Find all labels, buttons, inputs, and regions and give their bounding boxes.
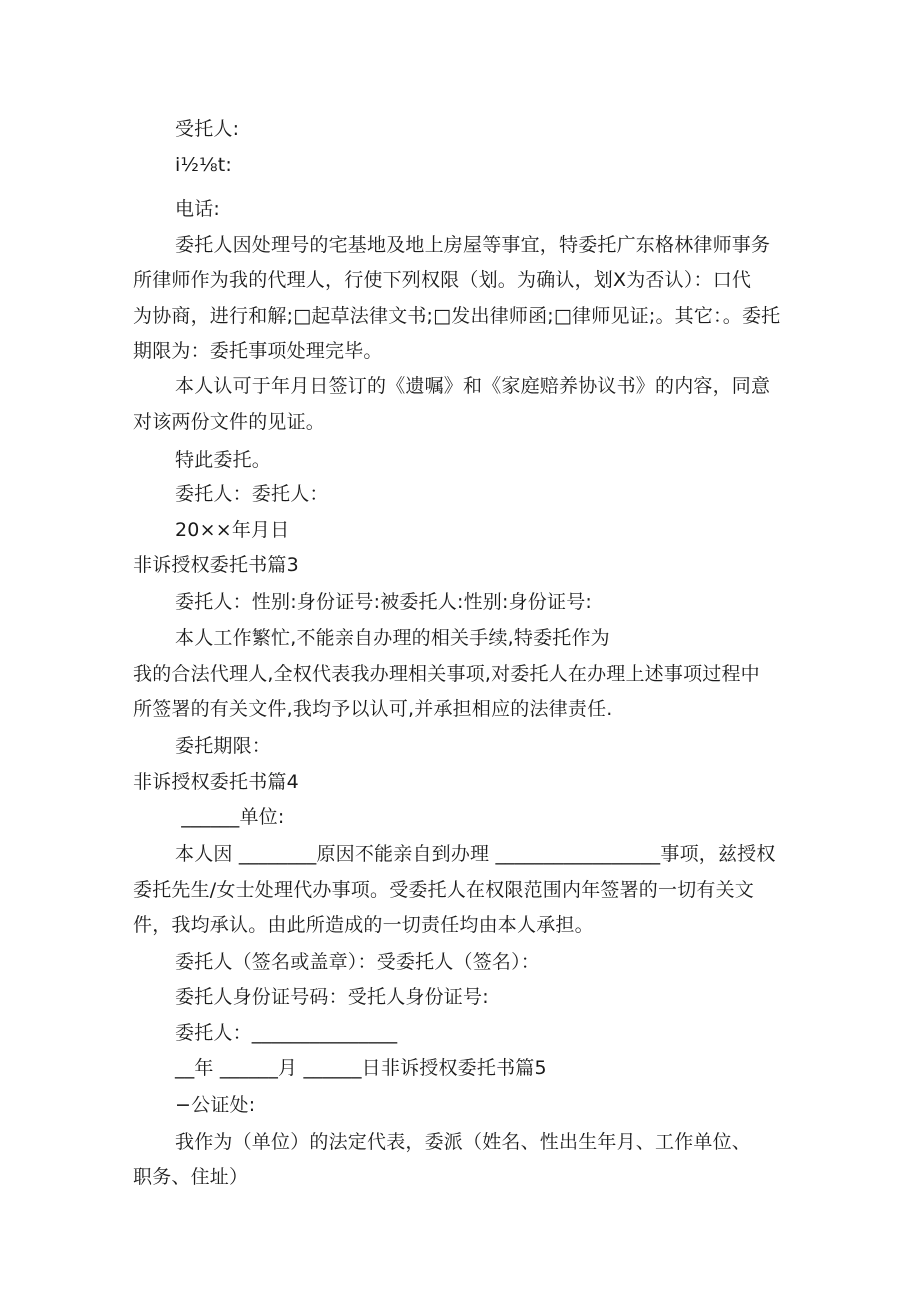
text-line: 本人工作繁忙,不能亲自办理的相关手续,特委托作为 <box>175 627 610 649</box>
text-line: −公证处: <box>175 1094 256 1116</box>
text-line: 受托人: <box>175 118 240 140</box>
text-line: 对该两份文件的见证。 <box>133 411 326 433</box>
section-heading: 非诉授权委托书篇4 <box>133 771 299 793</box>
text-line: 为协商，进行和解;□起草法律文书;□发出律师函;□律师见证;。其它：。委托 <box>133 305 781 327</box>
text-line: 本人因 ________原因不能亲自到办理 _________________事项，兹授权 <box>175 843 776 865</box>
text-line: 我作为（单位）的法定代表，委派（姓名、性出生年月、工作单位、 <box>175 1131 752 1153</box>
text-line: 职务、住址） <box>133 1166 249 1188</box>
text-line: 委托人身份证号码：受托人身份证号: <box>175 986 489 1008</box>
text-line: 特此委托。 <box>175 449 272 471</box>
text-line: 我的合法代理人,全权代表我办理相关事项,对委托人在办理上述事项过程中 <box>133 663 760 685</box>
text-line: 20××年月日 <box>175 519 290 541</box>
text-line: 所律师作为我的代理人，行使下列权限（划。为确认，划X为否认）：口代 <box>133 269 752 291</box>
text-line: 件，我均承认。由此所造成的一切责任均由本人承担。 <box>133 914 594 936</box>
section-heading: 非诉授权委托书篇3 <box>133 554 299 576</box>
text-line: 委托人：委托人： <box>175 483 329 505</box>
text-line: 委托人因处理号的宅基地及地上房屋等事宜，特委托广东格林律师事务 <box>175 234 771 256</box>
text-line: 委托人（签名或盖章）：受委托人（签名）： <box>175 951 541 973</box>
text-line: 委托先生/女士处理代办事项。受委托人在权限范围内年签署的一切有关文 <box>133 879 755 901</box>
text-line: 委托期限： <box>175 735 272 757</box>
text-line: 所签署的有关文件,我均予以认可,并承担相应的法律责任. <box>133 698 613 720</box>
text-line: ______单位: <box>175 806 285 828</box>
text-line: i½⅛t: <box>175 154 232 176</box>
text-line: 期限为：委托事项处理完毕。 <box>133 340 383 362</box>
text-line: 委托人：性别:身份证号:被委托人:性别:身份证号: <box>175 591 593 613</box>
text-line: __年 ______月 ______日非诉授权委托书篇5 <box>175 1057 547 1079</box>
text-line: 电话: <box>175 198 221 220</box>
text-line: 本人认可于年月日签订的《遗嘱》和《家庭赔养协议书》的内容，同意 <box>175 375 771 397</box>
text-line: 委托人：_______________ <box>175 1022 398 1044</box>
